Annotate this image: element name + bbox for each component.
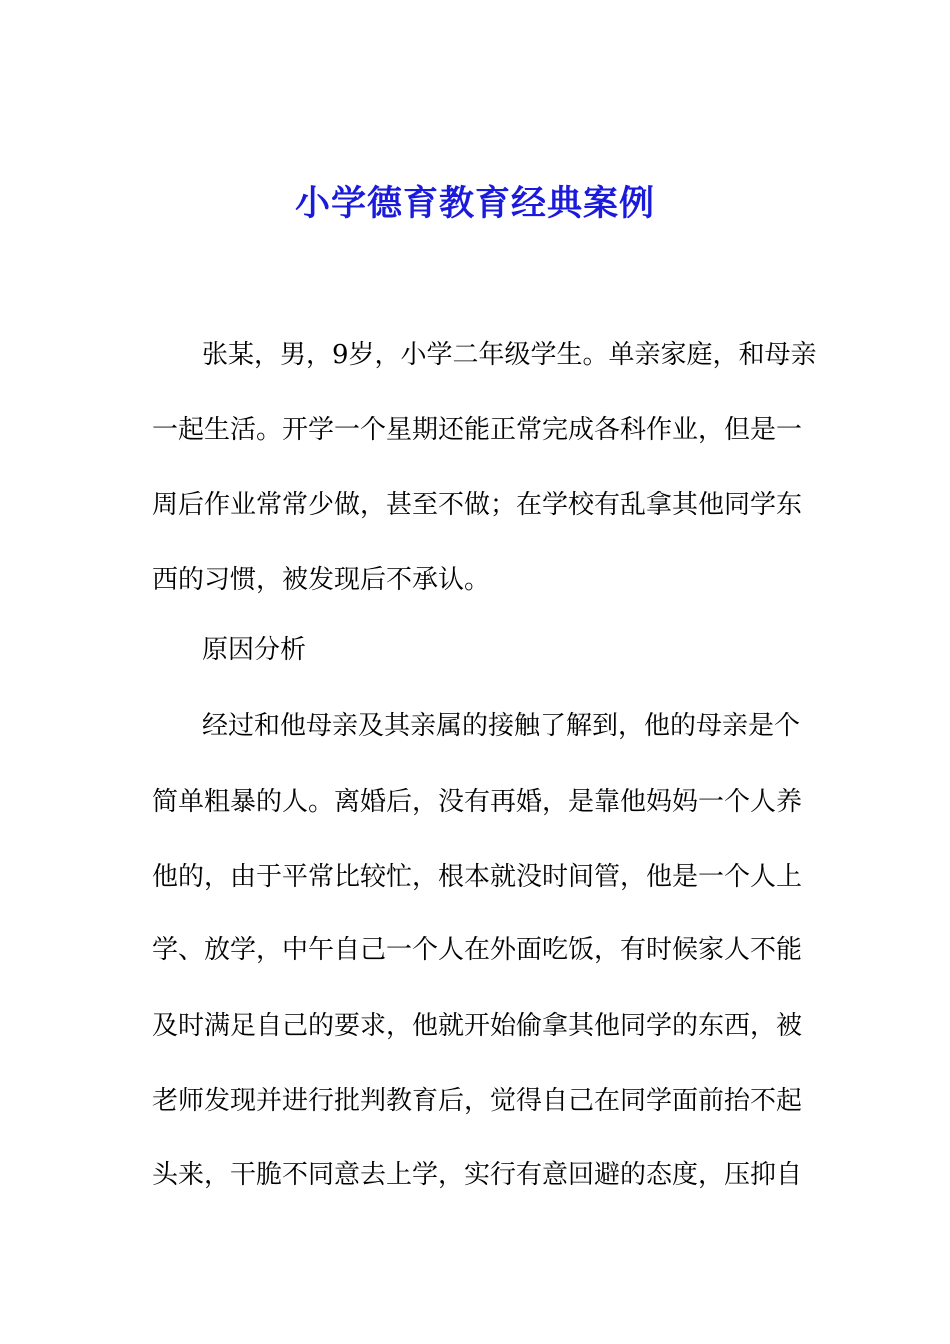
paragraph-line: 老师发现并进行批判教育后，觉得自己在同学面前抬不起 [152, 1086, 803, 1116]
paragraph-line: 他的，由于平常比较忙，根本就没时间管，他是一个人上 [152, 862, 803, 892]
paragraph-line: 简单粗暴的人。离婚后，没有再婚，是靠他妈妈一个人养 [152, 787, 803, 817]
paragraph-line: 一起生活。开学一个星期还能正常完成各科作业，但是一 [152, 415, 803, 445]
paragraph-line: 学、放学，中午自己一个人在外面吃饭，有时候家人不能 [152, 935, 803, 965]
paragraph-line: 及时满足自己的要求，他就开始偷拿其他同学的东西，被 [152, 1011, 803, 1041]
paragraph-line: 周后作业常常少做，甚至不做；在学校有乱拿其他同学东 [152, 490, 803, 520]
paragraph-line: 张某，男，9岁，小学二年级学生。单亲家庭，和母亲 [202, 340, 817, 370]
paragraph-line: 头来，干脆不同意去上学，实行有意回避的态度，压抑自 [152, 1160, 803, 1190]
section-heading: 原因分析 [202, 635, 307, 665]
paragraph-line: 西的习惯，被发现后不承认。 [152, 565, 491, 595]
paragraph-line: 经过和他母亲及其亲属的接触了解到，他的母亲是个 [202, 711, 801, 741]
document-title: 小学德育教育经典案例 [294, 183, 655, 224]
